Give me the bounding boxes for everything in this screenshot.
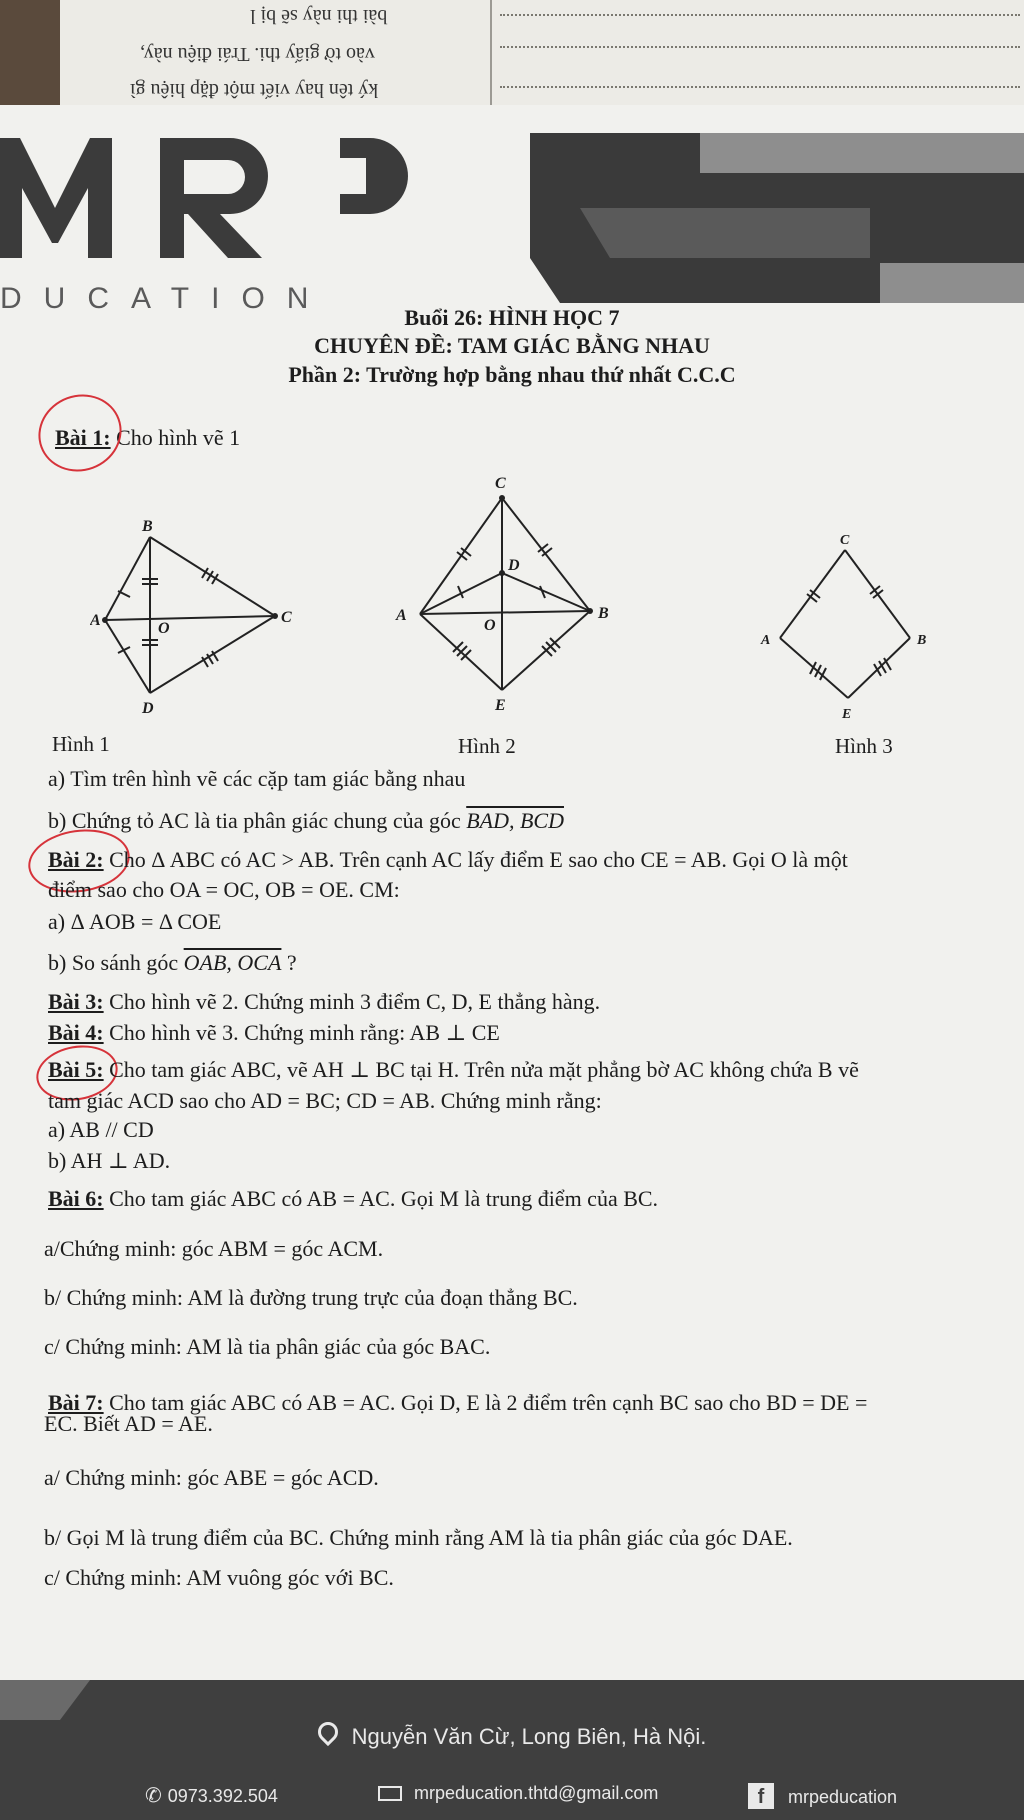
figure-1-caption: Hình 1 [52, 732, 110, 756]
dotted-line [500, 14, 1020, 16]
fig3-point-a: A [761, 633, 771, 648]
bai2-part-b-text: b) So sánh góc [48, 950, 184, 975]
flipped-text-line-1: bài thi này sẽ bị l [250, 5, 388, 27]
flipped-text-line-3: ký tên hay viết một đặp hiệu gì [130, 79, 379, 101]
dotted-line [500, 46, 1020, 48]
bai6-line [48, 1186, 658, 1212]
email-text: mrpeducation.thtd@gmail.com [414, 1783, 659, 1803]
fig2-point-e: E [495, 697, 506, 714]
bai7-part-a: a/ Chứng minh: góc ABE = góc ACD. [44, 1465, 379, 1490]
bai2-part-b-suffix: ? [281, 950, 297, 975]
facebook-text: mrpeducation [788, 1787, 898, 1807]
logo-subtext: DUCATION [0, 282, 331, 315]
bai2-part-a: a) Δ AOB = Δ COE [48, 909, 222, 934]
fig1-point-c: C [281, 609, 292, 626]
bai7-part-c: c/ Chứng minh: AM vuông góc với BC. [44, 1565, 394, 1590]
flipped-text-line-2: vào tờ giấy thi. Trái điệu này, [140, 43, 375, 65]
bai1-text: Cho hình vẽ 1 [110, 425, 241, 450]
bai4-line [48, 1020, 500, 1046]
bai5-part-b: b) AH ⊥ AD. [48, 1148, 171, 1173]
fig1-point-d: D [142, 700, 154, 715]
bai1-part-b-text: b) Chứng tỏ AC là tia phân giác chung của góc [48, 808, 467, 833]
figure-3 [755, 528, 935, 728]
topic-title: CHUYÊN ĐỀ: TAM GIÁC BẰNG NHAU [314, 333, 710, 358]
bai2-line-1 [48, 847, 848, 873]
bai1-part-b [48, 808, 564, 834]
address-text: Nguyễn Văn Cừ, Long Biên, Hà Nội. [351, 1724, 707, 1749]
phone-icon: ✆ [145, 1785, 162, 1807]
footer-email [378, 1783, 658, 1804]
figure-3-caption: Hình 3 [835, 734, 893, 758]
fig3-point-b: B [917, 633, 927, 648]
bai1-part-a: a) Tìm trên hình vẽ các cặp tam giác bằng nhau [48, 766, 466, 791]
figure-2 [390, 468, 620, 718]
mrp-education-logo [0, 118, 1024, 318]
part-title: Phần 2: Trường hợp bằng nhau thứ nhất C.C.C [288, 362, 736, 387]
bai5-line-1 [48, 1057, 859, 1083]
bai1-part-b-angles: BAD, BCD [466, 808, 564, 833]
bai7-line-2: EC. Biết AD = AE. [44, 1411, 213, 1436]
fig1-point-b: B [142, 518, 153, 535]
bai7-label: Bài 7: [48, 1390, 104, 1415]
footer-facebook [748, 1783, 897, 1809]
bai6-text: Cho tam giác ABC có AB = AC. Gọi M là trung điểm của BC. [103, 1186, 659, 1211]
bai5-line-2: tam giác ACD sao cho AD = BC; CD = AB. Chứng minh rằng: [48, 1088, 602, 1113]
session-title: Buổi 26: HÌNH HỌC 7 [404, 305, 620, 330]
fig3-point-e: E [842, 707, 852, 722]
figure-2-caption: Hình 2 [458, 734, 516, 758]
fig2-point-d: D [508, 557, 520, 574]
bai3-text: Cho hình vẽ 2. Chứng minh 3 điểm C, D, E thẳng hàng. [103, 989, 601, 1014]
bai2-text-1: Cho Δ ABC có AC > AB. Trên cạnh AC lấy điểm E sao cho CE = AB. Gọi O là một [103, 847, 848, 872]
fig2-point-c: C [495, 475, 506, 492]
bai2-label: Bài 2: [48, 847, 104, 872]
footer-phone [145, 1783, 278, 1808]
bai2-part-b-angles: OAB, OCA [183, 950, 282, 975]
bai4-text: Cho hình vẽ 3. Chứng minh rằng: AB ⊥ CE [103, 1020, 500, 1045]
mail-icon [378, 1786, 402, 1801]
fig1-point-a: A [90, 612, 101, 629]
dotted-line [500, 86, 1020, 88]
fig1-point-o: O [158, 620, 170, 637]
figure-1 [90, 515, 300, 715]
flipped-paper-sheet [60, 0, 1024, 106]
bai6-part-a: a/Chứng minh: góc ABM = góc ACM. [44, 1236, 384, 1261]
fig3-point-c: C [840, 533, 850, 548]
fig2-point-a: A [396, 607, 407, 624]
bai7-text-1: Cho tam giác ABC có AB = AC. Gọi D, E là 2 điểm trên cạnh BC sao cho BD = DE = [103, 1390, 868, 1415]
bai7-part-b: b/ Gọi M là trung điểm của BC. Chứng minh rằng AM là tia phân giác của góc DAE. [44, 1525, 793, 1550]
bai5-label: Bài 5: [48, 1057, 104, 1082]
bai5-part-a: a) AB // CD [48, 1117, 154, 1142]
bai6-part-c: c/ Chứng minh: AM là tia phân giác của góc BAC. [44, 1334, 491, 1359]
fig2-point-b: B [598, 605, 609, 622]
bai6-label: Bài 6: [48, 1186, 104, 1211]
bai4-label: Bài 4: [48, 1020, 104, 1045]
bai5-text-1: Cho tam giác ABC, vẽ AH ⊥ BC tại H. Trên nửa mặt phẳng bờ AC không chứa B vẽ [103, 1057, 859, 1082]
bai3-line [48, 989, 600, 1015]
fig2-point-o: O [484, 617, 496, 634]
bai1-label: Bài 1: [55, 425, 111, 450]
location-pin-icon [313, 1718, 341, 1746]
facebook-icon: f [748, 1783, 774, 1809]
bai2-line-2: điểm sao cho OA = OC, OB = OE. CM: [48, 877, 400, 902]
sheet-divider [490, 0, 492, 105]
footer-address [0, 1724, 1024, 1750]
bai2-part-b [48, 950, 297, 976]
phone-text: 0973.392.504 [167, 1786, 278, 1806]
bai3-label: Bài 3: [48, 989, 104, 1014]
footer-bar [0, 1680, 1024, 1820]
bai6-part-b: b/ Chứng minh: AM là đường trung trực của đoạn thẳng BC. [44, 1285, 578, 1310]
